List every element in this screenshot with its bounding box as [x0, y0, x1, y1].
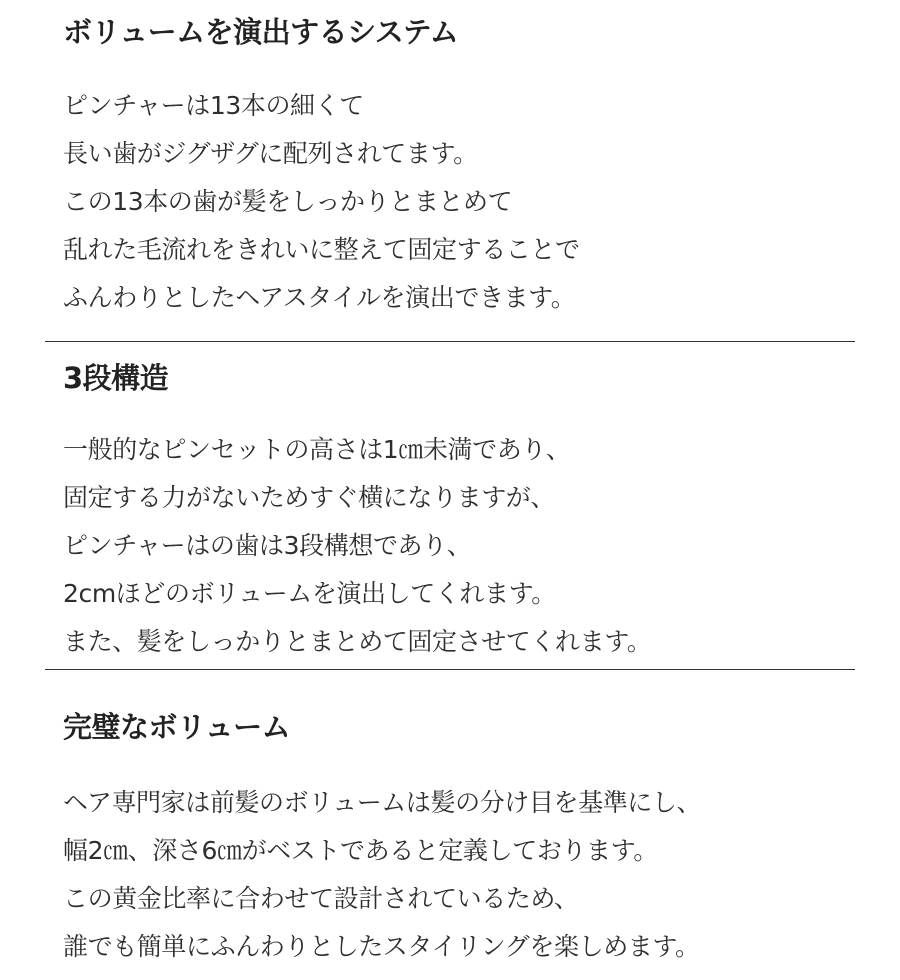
- body-line: 固定する力がないためすぐ横になりますが、: [63, 483, 556, 512]
- section-heading: 3段構造: [63, 361, 169, 395]
- body-line: 幅2㎝、深さ6㎝がベストであると定義しております。: [63, 836, 658, 865]
- section-body: [63, 426, 651, 666]
- body-line: ヘア専門家は前髪のボリュームは髪の分け目を基準にし、: [63, 788, 702, 817]
- section-three-tier-structure: [45, 360, 855, 660]
- body-line: 誰でも簡単にふんわりとしたスタイリングを楽しめます。: [63, 932, 700, 961]
- section-heading: 完璧なボリューム: [63, 710, 291, 744]
- section-body: [63, 779, 701, 971]
- section-divider: [45, 669, 855, 670]
- body-line: この13本の歯が髪をしっかりとまとめて: [63, 187, 513, 216]
- body-line: 乱れた毛流れをきれいに整えて固定することで: [63, 235, 580, 264]
- body-line: また、髪をしっかりとまとめて固定させてくれます。: [63, 627, 652, 656]
- body-line: 2cmほどのボリュームを演出してくれます。: [63, 579, 556, 608]
- section-volume-system: [45, 14, 855, 324]
- body-line: ふんわりとしたヘアスタイルを演出できます。: [63, 283, 576, 312]
- section-divider: [45, 341, 855, 342]
- body-line: 一般的なピンセットの高さは1㎝未満であり、: [63, 435, 571, 464]
- body-line: この黄金比率に合わせて設計されているため、: [63, 884, 579, 913]
- body-line: ピンチャーは13本の細くて: [63, 91, 364, 120]
- body-line: ピンチャーはの歯は3段構想であり、: [63, 531, 472, 560]
- section-heading: ボリュームを演出するシステム: [63, 15, 459, 49]
- section-body: [63, 82, 580, 322]
- body-line: 長い歯がジグザグに配列されてます。: [63, 139, 478, 168]
- section-perfect-volume: [45, 709, 855, 974]
